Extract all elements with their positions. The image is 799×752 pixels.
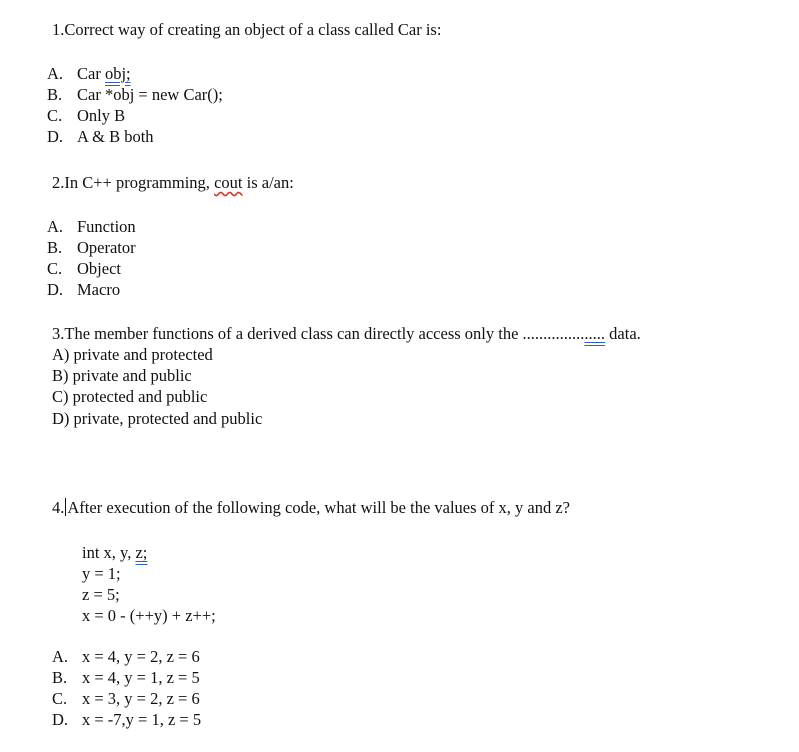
option-letter: C. — [47, 259, 63, 278]
option-letter: D. — [52, 710, 69, 729]
code-line-3: z = 5; — [82, 585, 120, 604]
option-text: Only B — [77, 106, 126, 125]
stem-text: 3.The member functions of a derived class can directly access only the — [52, 324, 523, 343]
option-text: x = -7,y = 1, z = 5 — [82, 710, 202, 729]
spelling-marked-text: cout — [214, 173, 243, 192]
question-1-stem: 1.Correct way of creating an object of a class called Car is: — [52, 20, 442, 39]
question-2-option-a — [47, 216, 136, 237]
stem-text: 4. — [52, 498, 65, 517]
option-letter: A. — [47, 64, 64, 83]
option-text: Macro — [77, 280, 121, 299]
option-letter: A. — [52, 647, 69, 666]
option-text: Function — [77, 217, 136, 236]
question-3-stem — [52, 323, 641, 344]
question-4-option-d — [52, 709, 201, 730]
question-3-option-d: D) private, protected and public — [52, 409, 263, 428]
question-1-option-c — [47, 105, 125, 126]
option-text: x = 4, y = 2, z = 6 — [82, 647, 200, 666]
question-2-stem — [52, 172, 294, 193]
option-text: Operator — [77, 238, 136, 257]
question-3-option-b: B) private and public — [52, 366, 192, 385]
stem-text: is a/an: — [242, 173, 294, 192]
option-text: x = 4, y = 1, z = 5 — [82, 668, 200, 687]
code-line-4: x = 0 - (++y) + z++; — [82, 606, 216, 625]
question-4-option-a — [52, 646, 200, 667]
grammar-marked-text: z; — [135, 543, 148, 562]
option-letter: C. — [52, 689, 68, 708]
option-letter: C. — [47, 106, 63, 125]
code-text: int x, y, — [82, 543, 136, 562]
question-1-option-d — [47, 126, 154, 147]
question-1-option-a — [47, 63, 131, 84]
question-3-option-a: A) private and protected — [52, 345, 213, 364]
option-letter: B. — [52, 668, 68, 687]
stem-text: After execution of the following code, what will be the values of x, y and z? — [67, 498, 571, 517]
question-2-option-d — [47, 279, 120, 300]
option-letter: B. — [47, 85, 63, 104]
code-line-1 — [82, 542, 147, 563]
grammar-marked-text: obj; — [104, 64, 131, 83]
question-1-option-b — [47, 84, 223, 105]
question-4-option-b — [52, 667, 200, 688]
option-text: x = 3, y = 2, z = 6 — [82, 689, 200, 708]
code-line-2: y = 1; — [82, 564, 121, 583]
stem-text: 2.In C++ programming, — [52, 173, 215, 192]
stem-text: data. — [605, 324, 641, 343]
stem-blank-dots: ............... — [522, 324, 585, 343]
option-text: A & B both — [77, 127, 154, 146]
question-2-option-c — [47, 258, 121, 279]
option-letter: A. — [47, 217, 64, 236]
option-letter: D. — [47, 280, 64, 299]
option-text: Object — [77, 259, 121, 278]
grammar-marked-text: ..... — [584, 324, 606, 343]
question-2-option-b — [47, 237, 136, 258]
option-letter: B. — [47, 238, 63, 257]
question-4-option-c — [52, 688, 200, 709]
option-text: Car *obj = new Car(); — [77, 85, 223, 104]
question-4-stem — [52, 497, 570, 518]
option-text: Car — [77, 64, 105, 83]
option-letter: D. — [47, 127, 64, 146]
question-3-option-c: C) protected and public — [52, 387, 208, 406]
